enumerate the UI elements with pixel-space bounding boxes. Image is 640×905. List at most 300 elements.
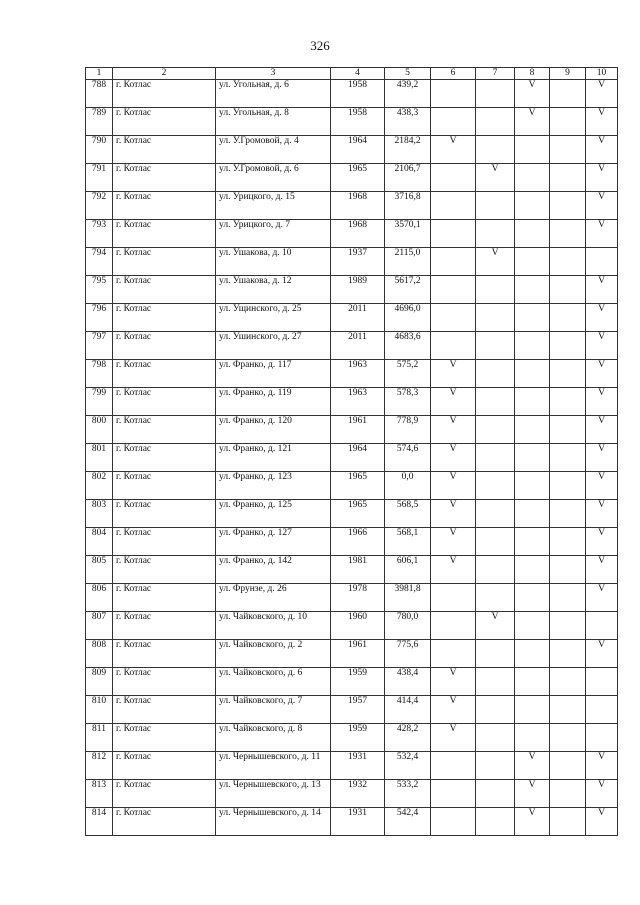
mark-col-9 (550, 556, 586, 584)
city-cell: г. Котлас (113, 416, 216, 444)
table-row (86, 416, 618, 444)
year-cell: 2011 (331, 304, 385, 332)
area-cell: 3570,1 (385, 220, 431, 248)
column-header-10: 10 (586, 68, 618, 80)
mark-col-7 (476, 388, 515, 416)
table-row (86, 808, 618, 836)
mark-col-9 (550, 248, 586, 276)
mark-col-6 (431, 780, 476, 808)
address-cell: ул. Ушинского, д. 27 (216, 332, 331, 360)
table-row (86, 108, 618, 136)
address-cell: ул. Ушакова, д. 12 (216, 276, 331, 304)
mark-col-6 (431, 304, 476, 332)
mark-col-6: V (431, 388, 476, 416)
city-cell: г. Котлас (113, 780, 216, 808)
mark-col-7 (476, 640, 515, 668)
mark-col-10: V (586, 192, 618, 220)
mark-col-10: V (586, 304, 618, 332)
area-cell: 438,3 (385, 108, 431, 136)
address-cell: ул. Чайковского, д. 10 (216, 612, 331, 640)
row-number: 807 (86, 612, 113, 640)
housing-registry-table (85, 67, 618, 836)
mark-col-8 (515, 416, 550, 444)
row-number: 797 (86, 332, 113, 360)
mark-col-8 (515, 360, 550, 388)
year-cell: 1978 (331, 584, 385, 612)
mark-col-6: V (431, 668, 476, 696)
mark-col-6: V (431, 136, 476, 164)
mark-col-8 (515, 444, 550, 472)
column-header-5: 5 (385, 68, 431, 80)
mark-col-7 (476, 472, 515, 500)
year-cell: 1965 (331, 164, 385, 192)
mark-col-10: V (586, 780, 618, 808)
area-cell: 775,6 (385, 640, 431, 668)
table-row (86, 696, 618, 724)
mark-col-8 (515, 192, 550, 220)
row-number: 810 (86, 696, 113, 724)
city-cell: г. Котлас (113, 528, 216, 556)
mark-col-10: V (586, 80, 618, 108)
row-number: 792 (86, 192, 113, 220)
mark-col-9 (550, 500, 586, 528)
year-cell: 1963 (331, 360, 385, 388)
mark-col-10: V (586, 416, 618, 444)
mark-col-9 (550, 528, 586, 556)
address-cell: ул. Урицкого, д. 15 (216, 192, 331, 220)
area-cell: 2115,0 (385, 248, 431, 276)
row-number: 801 (86, 444, 113, 472)
column-header-4: 4 (331, 68, 385, 80)
column-header-7: 7 (476, 68, 515, 80)
mark-col-7 (476, 500, 515, 528)
row-number: 798 (86, 360, 113, 388)
year-cell: 1963 (331, 388, 385, 416)
address-cell: ул. У.Громовой, д. 4 (216, 136, 331, 164)
area-cell: 4696,0 (385, 304, 431, 332)
mark-col-8 (515, 528, 550, 556)
year-cell: 1937 (331, 248, 385, 276)
city-cell: г. Котлас (113, 304, 216, 332)
mark-col-8: V (515, 108, 550, 136)
city-cell: г. Котлас (113, 388, 216, 416)
mark-col-9 (550, 332, 586, 360)
area-cell: 439,2 (385, 80, 431, 108)
mark-col-8 (515, 584, 550, 612)
area-cell: 606,1 (385, 556, 431, 584)
mark-col-8: V (515, 808, 550, 836)
mark-col-10 (586, 248, 618, 276)
year-cell: 1989 (331, 276, 385, 304)
row-number: 814 (86, 808, 113, 836)
mark-col-8 (515, 164, 550, 192)
column-header-8: 8 (515, 68, 550, 80)
year-cell: 1931 (331, 808, 385, 836)
column-header-6: 6 (431, 68, 476, 80)
mark-col-7 (476, 668, 515, 696)
row-number: 789 (86, 108, 113, 136)
table-row (86, 388, 618, 416)
table-row (86, 136, 618, 164)
city-cell: г. Котлас (113, 80, 216, 108)
city-cell: г. Котлас (113, 584, 216, 612)
mark-col-7 (476, 556, 515, 584)
city-cell: г. Котлас (113, 472, 216, 500)
table-row (86, 444, 618, 472)
mark-col-6 (431, 808, 476, 836)
area-cell: 3981,8 (385, 584, 431, 612)
mark-col-10: V (586, 108, 618, 136)
address-cell: ул. Чернышевского, д. 14 (216, 808, 331, 836)
area-cell: 533,2 (385, 780, 431, 808)
mark-col-7 (476, 528, 515, 556)
mark-col-6: V (431, 556, 476, 584)
year-cell: 1965 (331, 472, 385, 500)
area-cell: 3716,8 (385, 192, 431, 220)
row-number: 791 (86, 164, 113, 192)
mark-col-9 (550, 444, 586, 472)
mark-col-8 (515, 276, 550, 304)
mark-col-9 (550, 276, 586, 304)
address-cell: ул. Франко, д. 119 (216, 388, 331, 416)
mark-col-6 (431, 192, 476, 220)
mark-col-7 (476, 808, 515, 836)
mark-col-7 (476, 696, 515, 724)
mark-col-9 (550, 612, 586, 640)
mark-col-7 (476, 416, 515, 444)
mark-col-9 (550, 584, 586, 612)
table-row (86, 556, 618, 584)
year-cell: 1966 (331, 528, 385, 556)
mark-col-6: V (431, 444, 476, 472)
table-header (86, 68, 618, 80)
mark-col-10: V (586, 808, 618, 836)
year-cell: 1957 (331, 696, 385, 724)
table-row (86, 332, 618, 360)
mark-col-9 (550, 808, 586, 836)
mark-col-6 (431, 80, 476, 108)
mark-col-9 (550, 136, 586, 164)
city-cell: г. Котлас (113, 444, 216, 472)
mark-col-10: V (586, 360, 618, 388)
mark-col-8 (515, 500, 550, 528)
column-header-9: 9 (550, 68, 586, 80)
address-cell: ул. Франко, д. 125 (216, 500, 331, 528)
table-row (86, 780, 618, 808)
mark-col-8 (515, 332, 550, 360)
table-body (86, 80, 618, 836)
mark-col-10 (586, 696, 618, 724)
mark-col-7: V (476, 612, 515, 640)
mark-col-7 (476, 584, 515, 612)
row-number: 800 (86, 416, 113, 444)
row-number: 795 (86, 276, 113, 304)
mark-col-7: V (476, 248, 515, 276)
table-row (86, 220, 618, 248)
area-cell: 778,9 (385, 416, 431, 444)
area-cell: 428,2 (385, 724, 431, 752)
address-cell: ул. Чайковского, д. 7 (216, 696, 331, 724)
page-number: 326 (310, 38, 330, 53)
column-number-row (86, 68, 618, 80)
year-cell: 2011 (331, 332, 385, 360)
mark-col-6: V (431, 696, 476, 724)
mark-col-8 (515, 556, 550, 584)
table-row (86, 500, 618, 528)
mark-col-7 (476, 220, 515, 248)
mark-col-10: V (586, 164, 618, 192)
area-cell: 780,0 (385, 612, 431, 640)
city-cell: г. Котлас (113, 640, 216, 668)
row-number: 802 (86, 472, 113, 500)
table-row (86, 528, 618, 556)
area-cell: 542,4 (385, 808, 431, 836)
mark-col-10: V (586, 388, 618, 416)
mark-col-10: V (586, 584, 618, 612)
mark-col-9 (550, 780, 586, 808)
city-cell: г. Котлас (113, 556, 216, 584)
address-cell: ул. Угольная, д. 6 (216, 80, 331, 108)
city-cell: г. Котлас (113, 276, 216, 304)
mark-col-10: V (586, 276, 618, 304)
mark-col-9 (550, 108, 586, 136)
address-cell: ул. У.Громовой, д. 6 (216, 164, 331, 192)
table-row (86, 584, 618, 612)
mark-col-6 (431, 108, 476, 136)
address-cell: ул. Франко, д. 142 (216, 556, 331, 584)
mark-col-6: V (431, 500, 476, 528)
city-cell: г. Котлас (113, 612, 216, 640)
mark-col-8 (515, 220, 550, 248)
address-cell: ул. Франко, д. 117 (216, 360, 331, 388)
mark-col-6 (431, 164, 476, 192)
area-cell: 438,4 (385, 668, 431, 696)
mark-col-10: V (586, 556, 618, 584)
area-cell: 532,4 (385, 752, 431, 780)
area-cell: 0,0 (385, 472, 431, 500)
year-cell: 1965 (331, 500, 385, 528)
table-row (86, 164, 618, 192)
mark-col-6 (431, 332, 476, 360)
city-cell: г. Котлас (113, 248, 216, 276)
table-row (86, 276, 618, 304)
city-cell: г. Котлас (113, 164, 216, 192)
city-cell: г. Котлас (113, 808, 216, 836)
mark-col-9 (550, 360, 586, 388)
mark-col-7 (476, 80, 515, 108)
year-cell: 1968 (331, 192, 385, 220)
address-cell: ул. Чайковского, д. 2 (216, 640, 331, 668)
column-header-2: 2 (113, 68, 216, 80)
mark-col-7 (476, 444, 515, 472)
area-cell: 568,5 (385, 500, 431, 528)
area-cell: 4683,6 (385, 332, 431, 360)
address-cell: ул. Чайковского, д. 8 (216, 724, 331, 752)
table-row (86, 724, 618, 752)
mark-col-10 (586, 612, 618, 640)
row-number: 794 (86, 248, 113, 276)
mark-col-8 (515, 724, 550, 752)
mark-col-7: V (476, 164, 515, 192)
mark-col-9 (550, 472, 586, 500)
mark-col-6 (431, 276, 476, 304)
address-cell: ул. Чернышевского, д. 11 (216, 752, 331, 780)
row-number: 808 (86, 640, 113, 668)
address-cell: ул. Ушакова, д. 10 (216, 248, 331, 276)
mark-col-6 (431, 640, 476, 668)
year-cell: 1959 (331, 668, 385, 696)
table-row (86, 192, 618, 220)
mark-col-10: V (586, 528, 618, 556)
table-row (86, 360, 618, 388)
mark-col-8: V (515, 780, 550, 808)
address-cell: ул. Урицкого, д. 7 (216, 220, 331, 248)
row-number: 812 (86, 752, 113, 780)
year-cell: 1958 (331, 108, 385, 136)
row-number: 806 (86, 584, 113, 612)
year-cell: 1964 (331, 136, 385, 164)
address-cell: ул. Чернышевского, д. 13 (216, 780, 331, 808)
table-row (86, 668, 618, 696)
city-cell: г. Котлас (113, 696, 216, 724)
table-row (86, 472, 618, 500)
mark-col-6 (431, 612, 476, 640)
mark-col-9 (550, 668, 586, 696)
year-cell: 1931 (331, 752, 385, 780)
mark-col-9 (550, 220, 586, 248)
row-number: 796 (86, 304, 113, 332)
row-number: 809 (86, 668, 113, 696)
mark-col-7 (476, 724, 515, 752)
mark-col-10: V (586, 472, 618, 500)
mark-col-9 (550, 192, 586, 220)
row-number: 804 (86, 528, 113, 556)
area-cell: 578,3 (385, 388, 431, 416)
address-cell: ул. Фрунзе, д. 26 (216, 584, 331, 612)
row-number: 793 (86, 220, 113, 248)
year-cell: 1932 (331, 780, 385, 808)
table-row (86, 640, 618, 668)
mark-col-10: V (586, 752, 618, 780)
mark-col-9 (550, 416, 586, 444)
city-cell: г. Котлас (113, 136, 216, 164)
mark-col-9 (550, 696, 586, 724)
mark-col-10: V (586, 332, 618, 360)
mark-col-8 (515, 668, 550, 696)
mark-col-7 (476, 276, 515, 304)
mark-col-9 (550, 752, 586, 780)
city-cell: г. Котлас (113, 724, 216, 752)
row-number: 803 (86, 500, 113, 528)
year-cell: 1961 (331, 640, 385, 668)
mark-col-9 (550, 388, 586, 416)
year-cell: 1960 (331, 612, 385, 640)
mark-col-6 (431, 248, 476, 276)
mark-col-10: V (586, 136, 618, 164)
year-cell: 1981 (331, 556, 385, 584)
mark-col-8 (515, 388, 550, 416)
mark-col-10 (586, 668, 618, 696)
area-cell: 574,6 (385, 444, 431, 472)
mark-col-7 (476, 136, 515, 164)
area-cell: 2184,2 (385, 136, 431, 164)
table-row (86, 80, 618, 108)
mark-col-7 (476, 192, 515, 220)
mark-col-8: V (515, 80, 550, 108)
mark-col-9 (550, 724, 586, 752)
mark-col-7 (476, 332, 515, 360)
mark-col-6: V (431, 472, 476, 500)
table-row (86, 248, 618, 276)
address-cell: ул. Ущинского, д. 25 (216, 304, 331, 332)
mark-col-10: V (586, 500, 618, 528)
row-number: 788 (86, 80, 113, 108)
mark-col-9 (550, 640, 586, 668)
row-number: 813 (86, 780, 113, 808)
city-cell: г. Котлас (113, 108, 216, 136)
mark-col-8 (515, 612, 550, 640)
mark-col-7 (476, 360, 515, 388)
address-cell: ул. Франко, д. 121 (216, 444, 331, 472)
year-cell: 1959 (331, 724, 385, 752)
mark-col-6 (431, 752, 476, 780)
address-cell: ул. Франко, д. 120 (216, 416, 331, 444)
address-cell: ул. Франко, д. 123 (216, 472, 331, 500)
city-cell: г. Котлас (113, 360, 216, 388)
city-cell: г. Котлас (113, 668, 216, 696)
area-cell: 575,2 (385, 360, 431, 388)
mark-col-10: V (586, 444, 618, 472)
city-cell: г. Котлас (113, 192, 216, 220)
mark-col-10: V (586, 220, 618, 248)
row-number: 811 (86, 724, 113, 752)
mark-col-6: V (431, 360, 476, 388)
city-cell: г. Котлас (113, 752, 216, 780)
area-cell: 568,1 (385, 528, 431, 556)
mark-col-10: V (586, 640, 618, 668)
mark-col-6 (431, 584, 476, 612)
mark-col-7 (476, 780, 515, 808)
address-cell: ул. Чайковского, д. 6 (216, 668, 331, 696)
city-cell: г. Котлас (113, 220, 216, 248)
year-cell: 1961 (331, 416, 385, 444)
mark-col-6: V (431, 724, 476, 752)
year-cell: 1964 (331, 444, 385, 472)
row-number: 790 (86, 136, 113, 164)
mark-col-8 (515, 640, 550, 668)
mark-col-6: V (431, 528, 476, 556)
mark-col-9 (550, 304, 586, 332)
mark-col-7 (476, 304, 515, 332)
column-header-3: 3 (216, 68, 331, 80)
mark-col-10 (586, 724, 618, 752)
table-row (86, 304, 618, 332)
column-header-1: 1 (86, 68, 113, 80)
mark-col-6: V (431, 416, 476, 444)
row-number: 805 (86, 556, 113, 584)
year-cell: 1958 (331, 80, 385, 108)
table-row (86, 752, 618, 780)
area-cell: 5617,2 (385, 276, 431, 304)
address-cell: ул. Угольная, д. 8 (216, 108, 331, 136)
mark-col-9 (550, 164, 586, 192)
row-number: 799 (86, 388, 113, 416)
mark-col-8 (515, 472, 550, 500)
mark-col-8 (515, 696, 550, 724)
mark-col-6 (431, 220, 476, 248)
year-cell: 1968 (331, 220, 385, 248)
area-cell: 414,4 (385, 696, 431, 724)
